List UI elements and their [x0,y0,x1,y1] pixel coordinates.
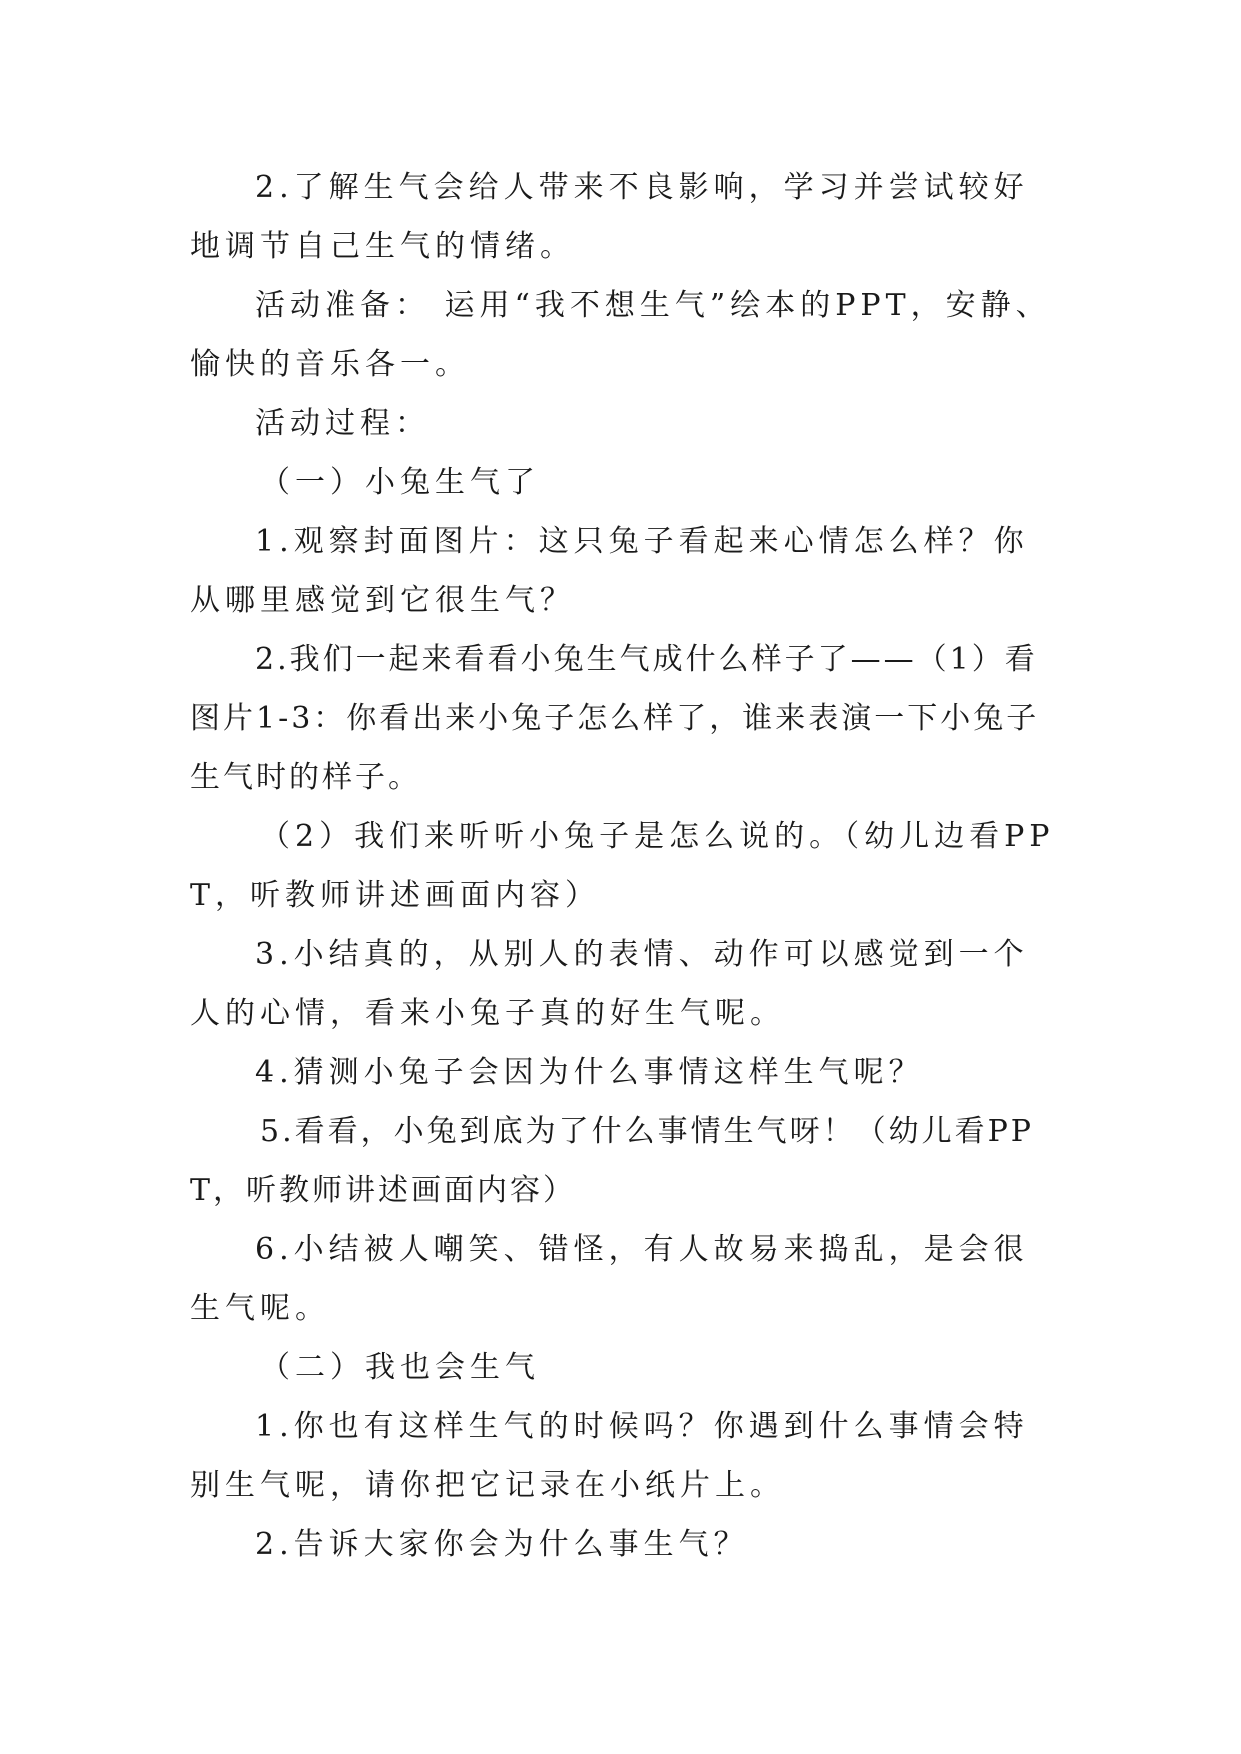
paragraph-s1-step-2-sub: （2）我们来听听小兔子是怎么说的。（幼儿边看PPT，听教师讲述画面内容） [190,819,1055,913]
paragraph-s2-step-1: 1.你也有这样生气的时候吗？你遇到什么事情会特别生气呢，请你把它记录在小纸片上。 [190,1409,1029,1503]
document-body [190,158,1060,1574]
paragraph-s1-step-6: 6.小结被人嘲笑、错怪，有人故易来捣乱，是会很生气呢。 [190,1232,1029,1326]
section-heading-1: （一）小兔生气了 [260,465,540,500]
paragraph-s2-step-2: 2.告诉大家你会为什么事生气？ [255,1527,749,1562]
paragraph-preparation: 活动准备： 运用“我不想生气”绘本的PPT，安静、愉快的音乐各一。 [190,288,1051,382]
paragraph-s1-step-2: 2.我们一起来看看小兔生气成什么样子了——（1）看图片1-3：你看出来小兔子怎么样了，谁来表演一下小兔子生气时的样子。 [190,642,1040,795]
paragraph-process-heading: 活动过程： [255,406,430,441]
paragraph-s1-step-1: 1.观察封面图片：这只兔子看起来心情怎么样？你从哪里感觉到它很生气？ [190,524,1029,618]
section-heading-2: （二）我也会生气 [260,1350,540,1385]
paragraph-s1-step-5: 5.看看，小兔到底为了什么事情生气呀！（幼儿看PPT，听教师讲述画面内容） [190,1114,1034,1208]
paragraph-objective-2: 2.了解生气会给人带来不良影响，学习并尝试较好地调节自己生气的情绪。 [190,170,1029,264]
paragraph-s1-step-3: 3.小结真的，从别人的表情、动作可以感觉到一个人的心情，看来小兔子真的好生气呢。 [190,937,1029,1031]
paragraph-s1-step-4: 4.猜测小兔子会因为什么事情这样生气呢？ [255,1055,924,1090]
